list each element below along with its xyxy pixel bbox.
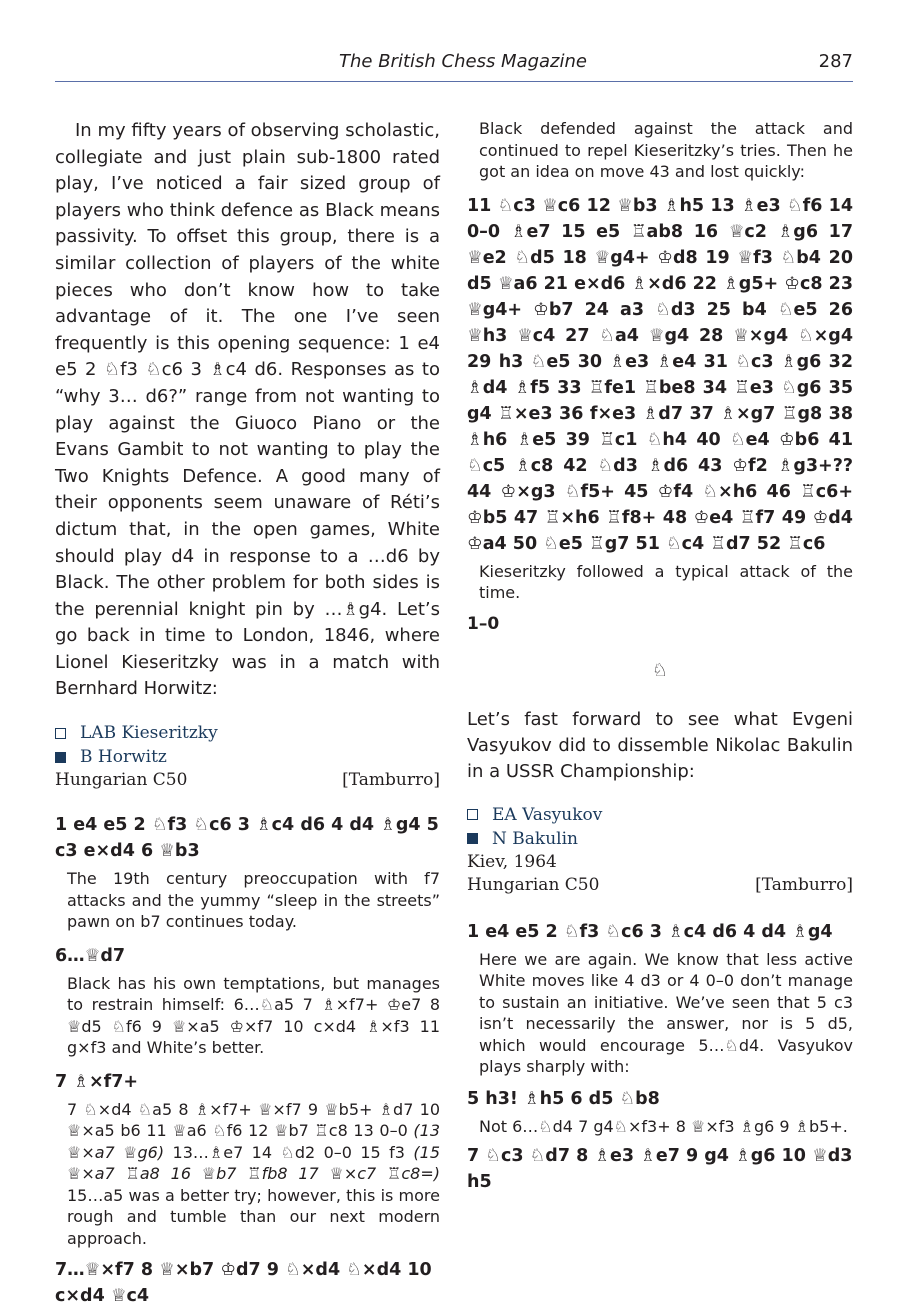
game1-moves-4: 7…♕×f7 8 ♕×b7 ♔d7 9 ♘×d4 ♘×d4 10 c×d4 ♕c4	[55, 1260, 432, 1307]
game1-moves-3: 7 ♗×f7+	[55, 1071, 139, 1092]
kieseritzky-comment: Kieseritzky followed a typical attack of the time.	[479, 561, 853, 602]
right-paragraph-2: Let’s fast forward to see what Evgeni Vasyukov did to dissemble Nikolac Bakulin in a USSR Championship:	[467, 708, 853, 782]
comment3-e: 15…a5 was a better try; however, this is more rough and tumble than our next modern approach.	[67, 1185, 440, 1248]
game2-info	[467, 851, 853, 897]
comment3-d: (15 ♕×a7 ♖a8 16 ♕b7 ♖fb8 17 ♕×c7 ♖c8=)	[67, 1142, 441, 1184]
white-square-icon	[55, 728, 66, 739]
white-player-2: EA Vasyukov	[492, 804, 603, 825]
game1-main-moves: 11 ♘c3 ♕c6 12 ♕b3 ♗h5 13 ♗e3 ♘f6 14 0–0 ♗e7 15 e5 ♖ab8 16 ♕c2 ♗g6 17 ♕e2 ♘d5 18 ♕g4+ ♔d8 19 ♕f3 ♘b4 20 d5 ♕a6 21 e×d6 ♗×d6 22 ♗g5+ ♔c8 23 ♕g4+ ♔b7 24 a3 ♘d3 25 b4 ♘e5 26 ♕h3 ♕c4 27 ♘a4 ♕g4 28 ♕×g4 ♘×g4 29 h3 ♘e5 30 ♗e3 ♗e4 31 ♘c3 ♗g6 32 ♗d4 ♗f5 33 ♖fe1 ♖be8 34 ♖e3 ♘g6 35 g4 ♖×e3 36 f×e3 ♗d7 37 ♗×g7 ♖g8 38 ♗h6 ♗e5 39 ♖c1 ♘h4 40 ♘e4 ♔b6 41 ♘c5 ♗c8 42 ♘d3 ♗d6 43 ♔f2 ♗g3+?? 44 ♔×g3 ♘f5+ 45 ♔f4 ♘×h6 46 ♖c6+ ♔b5 47 ♖×h6 ♖f8+ 48 ♔e4 ♖f7 49 ♔d4 ♔a4 50 ♘e5 ♖g7 51 ♘c4 ♖d7 52 ♖c6	[467, 195, 853, 554]
intro-paragraph: In my fifty years of observing scholastic, collegiate and just plain sub-1800 rated play, I’ve noticed a fair sized group of players who think defence as Black means passivity. To offset this group, there is a similar collection of players of the white pieces who don’t know how to take advantage of it. The one I’ve seen frequently is this opening sequence: 1 e4 e5 2 ♘f3 ♘c6 3 ♗c4 d6. Responses as to “why 3… d6?” range from not wanting to play against the Giuoco Piano or the Evans Gambit to not wanting to play the Two Knights Defence. A good many of their opponents seem unaware of Réti’s dictum that, in the open games, White should play d4 in response to a …d6 by Black. The other problem for both sides is the perennial knight pin by …♗g4. Let’s go back in time to London, 1846, where Lionel Kieseritzky was in a match with Bernhard Horwitz:	[55, 120, 440, 700]
black-player-row	[55, 745, 440, 769]
white-player: LAB Kieseritzky	[80, 723, 218, 744]
game1-moves-2: 6…♕d7	[55, 945, 126, 966]
running-title: The British Chess Magazine	[339, 51, 587, 72]
black-player-row-2	[467, 827, 853, 851]
opening-2: Hungarian C50	[467, 874, 600, 895]
game1-moves-1: 1 e4 e5 2 ♘f3 ♘c6 3 ♗c4 d6 4 d4 ♗g4 5 c3 e×d4 6 ♕b3	[55, 815, 439, 862]
event: Kiev, 1964	[467, 851, 557, 872]
game1-result: 1–0	[467, 613, 500, 634]
page-header	[55, 48, 853, 82]
comment3-b: (13 ♕×a7 ♕g6)	[67, 1121, 440, 1162]
comment3-c: 13…♗e7 14 ♘d2 0–0 15 f3	[172, 1142, 405, 1162]
game2-players	[467, 803, 853, 851]
game2-moves-2: 5 h3! ♗h5 6 d5 ♘b8	[467, 1088, 660, 1109]
white-square-icon	[467, 809, 478, 820]
game2-comment-1: Here we are again. We know that less active White moves like 4 d3 or 4 0–0 don’t manage to sustain an initiative. We’ve seen that 5 c3 isn’t necessarily the answer, nor is 5 d5, which would encourage 5…♘d4. Vasyukov plays sharply with:	[479, 949, 853, 1076]
game1-comment-1: The 19th century preoccupation with f7 attacks and the yummy “sleep in the streets” pawn on b7 continues today.	[67, 869, 440, 932]
left-column	[55, 118, 440, 1309]
black-square-icon	[55, 752, 66, 763]
black-player-2: N Bakulin	[492, 828, 578, 849]
game1-players	[55, 721, 440, 769]
annotator: [Tamburro]	[342, 770, 440, 791]
game2-moves-1: 1 e4 e5 2 ♘f3 ♘c6 3 ♗c4 d6 4 d4 ♗g4	[467, 921, 833, 942]
white-player-row-2	[467, 803, 853, 827]
comment3-a: 7 ♘×d4 ♘a5 8 ♗×f7+ ♕×f7 9 ♕b5+ ♗d7 10 ♕×a5 b6 11 ♕a6 ♘f6 12 ♕b7 ♖c8 13 0–0	[67, 1099, 440, 1141]
black-square-icon	[467, 833, 478, 844]
game2-comment-2: Not 6…♘d4 7 g4♘×f3+ 8 ♕×f3 ♗g6 9 ♗b5+.	[479, 1116, 848, 1136]
game1-comment-2: Black has his own temptations, but manages to restrain himself: 6…♘a5 7 ♗×f7+ ♔e7 8 ♕d5 ♘f6 9 ♕×a5 ♔×f7 10 c×d4 ♗×f3 11 g×f3 and White’s better.	[67, 973, 440, 1058]
opening: Hungarian C50	[55, 770, 188, 791]
white-player-row	[55, 721, 440, 745]
game1-info	[55, 769, 440, 792]
game2-moves-3: 7 ♘c3 ♘d7 8 ♗e3 ♗e7 9 g4 ♗g6 10 ♕d3 h5	[467, 1146, 853, 1192]
black-player: B Horwitz	[80, 747, 167, 768]
annotator-2: [Tamburro]	[755, 874, 853, 895]
right-paragraph-1: Black defended against the attack and continued to repel Kieseritzky’s tries. Then he got an idea on move 43 and lost quickly:	[479, 119, 853, 181]
right-column	[467, 118, 853, 1195]
game1-comment-3	[67, 1099, 440, 1250]
page-number: 287	[818, 51, 853, 72]
knight-separator-icon: ♘	[651, 659, 669, 681]
